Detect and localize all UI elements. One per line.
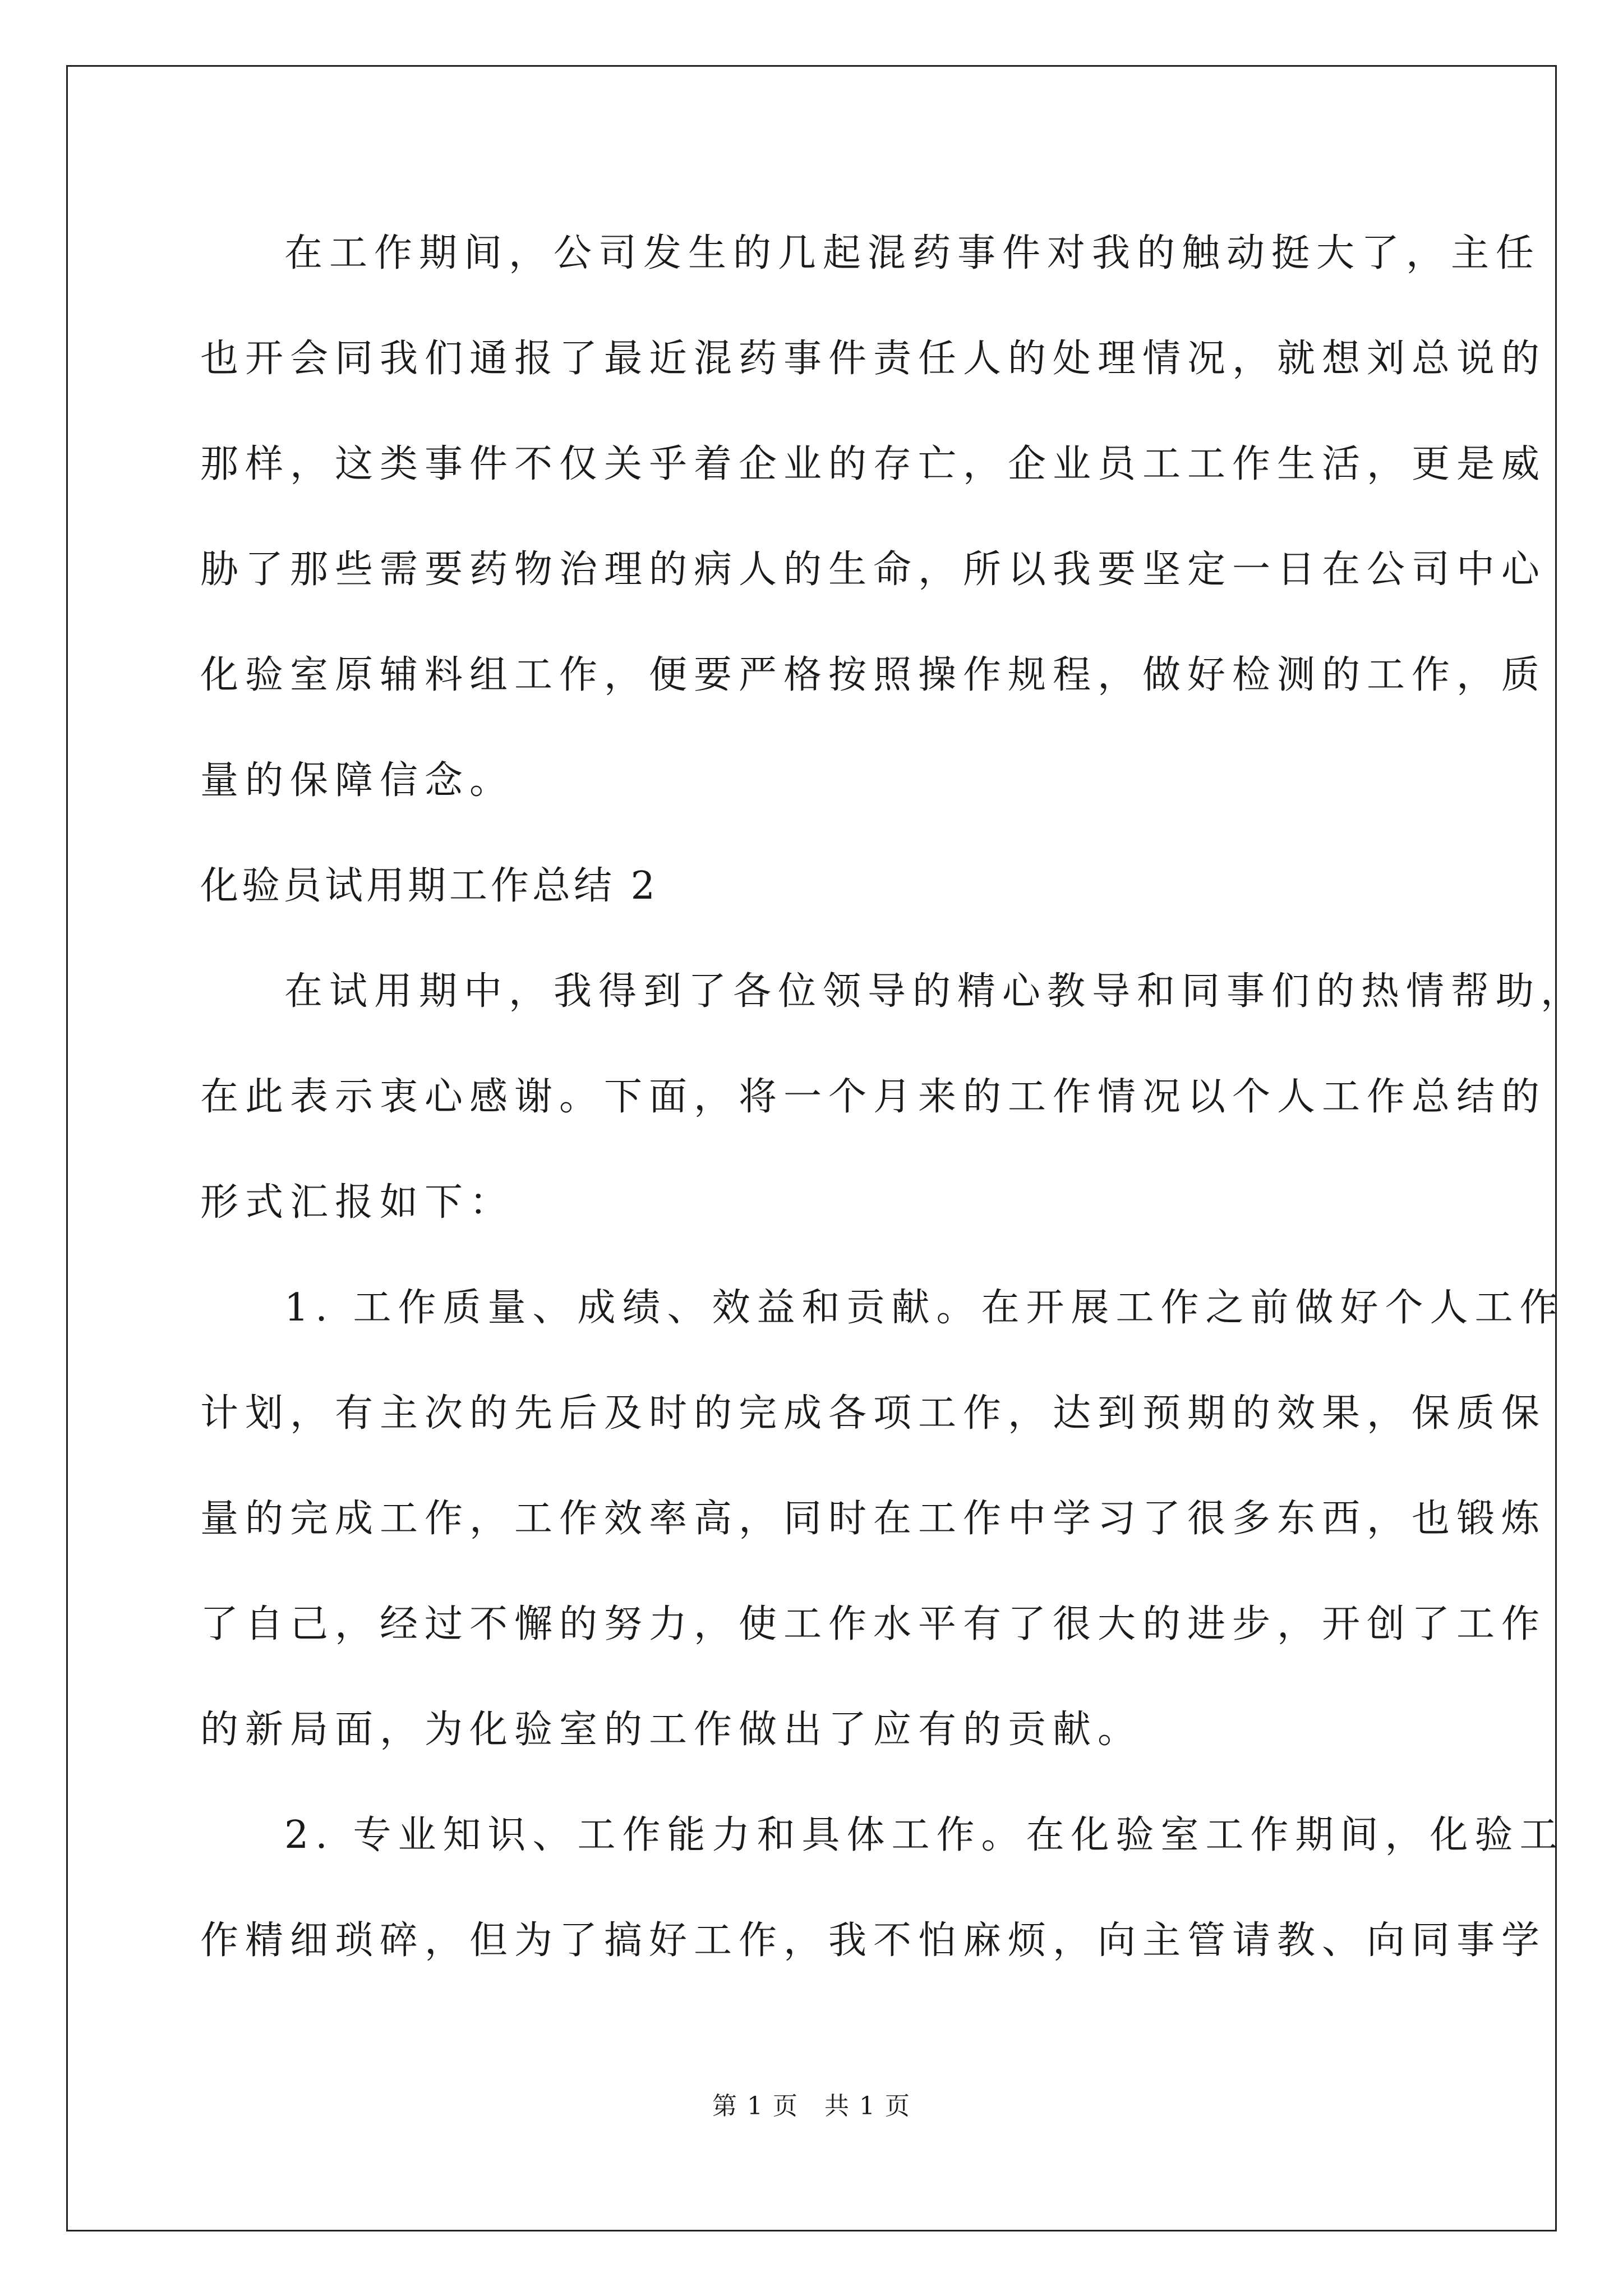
paragraph-line: 胁了那些需要药物治理的病人的生命，所以我要坚定一日在公司中心 — [200, 547, 1547, 592]
section-heading: 化验员试用期工作总结 2 — [200, 864, 658, 908]
paragraph-line: 作精细琐碎，但为了搞好工作，我不怕麻烦，向主管请教、向同事学 — [200, 1918, 1547, 1963]
paragraph-line: 计划，有主次的先后及时的完成各项工作，达到预期的效果，保质保 — [200, 1391, 1547, 1435]
paragraph-line: 化验室原辅料组工作，便要严格按照操作规程，做好检测的工作，质 — [200, 653, 1547, 697]
document-body — [200, 211, 1586, 2004]
paragraph-line: 量的完成工作，工作效率高，同时在工作中学习了很多东西，也锻炼 — [200, 1497, 1547, 1541]
paragraph-line: 那样，这类事件不仅关乎着企业的存亡，企业员工工作生活，更是威 — [200, 442, 1547, 486]
paragraph-line: 量的保障信念。 — [200, 758, 515, 803]
page-number-footer: 第 1 页 共 1 页 — [712, 2092, 911, 2120]
paragraph-line: 也开会同我们通报了最近混药事件责任人的处理情况，就想刘总说的 — [200, 337, 1547, 381]
list-item-line: 1. 工作质量、成绩、效益和贡献。在开展工作之前做好个人工作 — [284, 1286, 1565, 1330]
list-item-line: 2. 专业知识、工作能力和具体工作。在化验室工作期间，化验工 — [284, 1813, 1565, 1857]
paragraph-line: 了自己，经过不懈的努力，使工作水平有了很大的进步，开创了工作 — [200, 1602, 1547, 1646]
paragraph-line: 形式汇报如下： — [200, 1180, 515, 1225]
paragraph-line: 的新局面，为化验室的工作做出了应有的贡献。 — [200, 1708, 1143, 1752]
paragraph-line: 在此表示衷心感谢。下面，将一个月来的工作情况以个人工作总结的 — [200, 1075, 1547, 1119]
paragraph-line: 在工作期间，公司发生的几起混药事件对我的触动挺大了，主任 — [284, 231, 1541, 275]
paragraph-line: 在试用期中，我得到了各位领导的精心教导和同事们的热情帮助， — [284, 969, 1586, 1014]
